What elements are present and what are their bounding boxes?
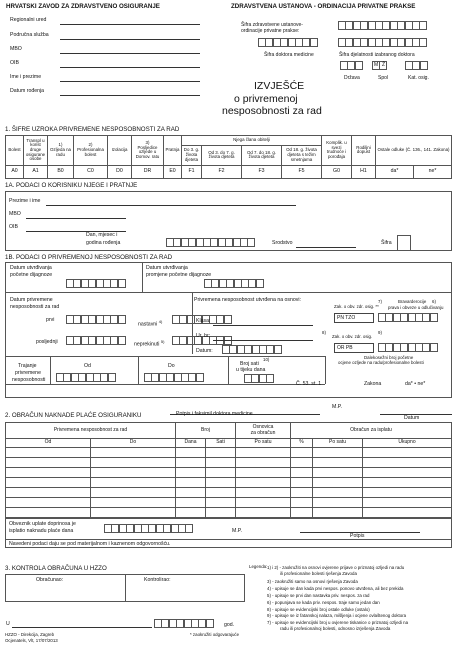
prezime-input[interactable]: [46, 205, 296, 206]
sup-9: 9): [378, 330, 382, 335]
form-title-line3: nesposobnosti za rad: [222, 105, 322, 117]
col-broj: Broj: [176, 423, 236, 439]
privremena-osnov-label: Privremena nesposobnost utvrđena na osnovi:: [194, 297, 301, 303]
digit-box[interactable]: [430, 313, 438, 322]
legend-item: radu ili profesionalnoj bolesti, odnosno izrješenja Zavoda: [280, 626, 391, 631]
h-ukupno: Ukupno: [363, 439, 452, 448]
left-field-input-0[interactable]: [60, 24, 200, 25]
od-boxes[interactable]: [56, 373, 115, 382]
code-10[interactable]: F5: [282, 165, 322, 178]
prezime-label: Prezime i ime: [9, 198, 41, 204]
table-cell[interactable]: [313, 498, 363, 508]
digit-box[interactable]: [430, 343, 438, 352]
posljednji-label: posljednji: [36, 339, 58, 345]
table-row: [6, 478, 452, 488]
code-0[interactable]: A0: [6, 165, 24, 178]
datum-utvrd-label: Datum utvrđivanja: [10, 265, 52, 271]
col-ostale: Ostale odluke (Č. 136., 141. Zakona): [376, 136, 452, 166]
table-cell[interactable]: [176, 468, 206, 478]
1b-divider1: [5, 292, 452, 293]
sup-8: 8): [322, 330, 326, 335]
h-dana: Dana: [176, 439, 206, 448]
or-pb-boxes[interactable]: [378, 343, 437, 352]
code-14[interactable]: ne*: [414, 165, 452, 178]
table-cell[interactable]: [6, 488, 91, 498]
datum-1-label: Datum: [404, 415, 420, 421]
col-za-obracun: za obračun: [250, 429, 276, 436]
datum-priv-label: Datum privremene: [10, 297, 53, 303]
datum-prom-label: Datum utvrđivanja: [146, 265, 188, 271]
table-row: [6, 498, 452, 508]
table-row: [6, 448, 452, 458]
datum-utvrd-boxes[interactable]: [66, 279, 125, 288]
sifra-djelatnosti-label: Šifra djelatnosti izabranog doktora: [339, 52, 415, 58]
table-row: [6, 468, 452, 478]
table-cell[interactable]: [91, 458, 176, 468]
h-od: Od: [6, 439, 91, 448]
footer-line1: HZZO - Direkcija, Zagreb: [5, 632, 55, 637]
form-title-line2: o privremenoj: [234, 93, 298, 105]
left-field-input-4[interactable]: [60, 81, 200, 82]
obveznik-label: Obveznik uplate doprinosa je: [9, 521, 76, 527]
col-profesionalna: Profesionalna bolest: [77, 146, 104, 157]
h-sati: Sati: [206, 439, 236, 448]
god-boxes[interactable]: [154, 619, 213, 628]
table-cell[interactable]: [291, 448, 313, 458]
h-po-satu: Po satu: [236, 439, 291, 448]
code-7[interactable]: F1: [182, 165, 202, 178]
mbo-1a-label: MBO: [9, 211, 21, 217]
isplatio-label: isplatio naknadu plaće dana: [9, 528, 74, 534]
sifra-djelatnosti-boxes[interactable]: [338, 38, 427, 47]
1b-vdivider5: [228, 356, 229, 384]
digit-box[interactable]: [247, 238, 255, 247]
col-izolacija: Izolacija: [108, 136, 132, 166]
table-cell[interactable]: [291, 498, 313, 508]
col-osnovica: Osnovica: [252, 424, 274, 431]
drzava-boxes[interactable]: [340, 61, 362, 70]
table-row: [6, 458, 452, 468]
1b-vdivider1: [142, 262, 143, 292]
legend-item: 5) - upisuje se prvi dan nastavka priv. nespos. za rad: [267, 593, 370, 598]
col-posljedice: Posljedice ozljede u Domov. ratu: [135, 144, 160, 159]
navedeni-label: Navedeni podaci daju se pod materijalnom i kaznenom odgovornošću.: [9, 541, 171, 547]
table-cell[interactable]: [291, 468, 313, 478]
u-input[interactable]: [12, 627, 152, 628]
table-cell[interactable]: [91, 498, 176, 508]
digit-box[interactable]: [266, 374, 274, 383]
table-cell[interactable]: [6, 458, 91, 468]
broj-sati-label: Broj sati: [240, 361, 259, 367]
footer-line2: Ocjenatels, Vlt, 17/07/2013: [5, 638, 58, 643]
code-6[interactable]: E0: [164, 165, 182, 178]
spol-m[interactable]: M: [374, 62, 379, 68]
pn-tzo: PN TZO: [337, 315, 356, 321]
table-cell[interactable]: [313, 478, 363, 488]
table-cell[interactable]: [236, 478, 291, 488]
dob-1a-boxes[interactable]: [166, 238, 255, 247]
oib-1a-label: OIB: [9, 224, 18, 230]
code-2[interactable]: B0: [48, 165, 74, 178]
digit-box[interactable]: [118, 336, 126, 345]
col-njega: Njega člana obitelji: [182, 136, 322, 146]
col-bolest: Bolest: [6, 136, 24, 166]
1b-vdivider4: [138, 356, 139, 384]
datum-prom-boxes[interactable]: [204, 279, 263, 288]
digit-box[interactable]: [419, 21, 427, 30]
digit-box[interactable]: [118, 279, 126, 288]
table-cell[interactable]: [91, 468, 176, 478]
neprekinuti-label: [134, 340, 164, 348]
code-1[interactable]: A1: [24, 165, 48, 178]
legend-item: 7) - upisuje se evidencijski broj u ovjerene tiskanice o priznatoj ozljedi na: [267, 620, 409, 625]
code-9[interactable]: F3: [242, 165, 282, 178]
table-cell[interactable]: [206, 478, 236, 488]
table-cell[interactable]: [291, 478, 313, 488]
code-8[interactable]: F2: [202, 165, 242, 178]
table-cell[interactable]: [206, 508, 236, 518]
table-cell[interactable]: [176, 478, 206, 488]
table-cell[interactable]: [363, 488, 452, 498]
mp-1-label: M.P.: [332, 404, 342, 410]
left-field-input-1[interactable]: [60, 39, 200, 40]
klasa-label: Klasa:: [196, 318, 211, 324]
prava-label: prava i obveze u odlučivanju: [388, 305, 444, 310]
digit-box[interactable]: [397, 235, 411, 251]
table-cell[interactable]: [91, 488, 176, 498]
sup-1: 1): [58, 142, 63, 148]
table-cell[interactable]: [206, 468, 236, 478]
prvi-boxes[interactable]: [66, 315, 125, 324]
code-5[interactable]: DR: [132, 165, 164, 178]
1b-divider2: [5, 356, 325, 357]
section1-heading: 1. ŠIFRE UZROKA PRIVREMENE NESPOSOBNOSTI ZA RAD: [5, 126, 180, 133]
table-cell[interactable]: [363, 448, 452, 458]
left-field-label-3: OIB: [10, 60, 19, 66]
navedeni-divider: [5, 539, 452, 540]
col-do3: Do 3. g. života djeteta: [182, 146, 202, 165]
sup-6: 6): [432, 299, 436, 304]
table-cell[interactable]: [176, 488, 206, 498]
u-label: U: [6, 621, 10, 627]
kontrolirao-label: Kontrolirao:: [144, 577, 171, 583]
bravari-label: Bravarderocije: [398, 299, 427, 304]
section3-heading: 3. KONTROLA OBRAČUNA U HZZO: [5, 565, 107, 572]
table-cell[interactable]: [206, 488, 236, 498]
zak-ocj-label: Zak. o obv. zdr. osig. **: [334, 304, 379, 309]
table-cell[interactable]: [236, 468, 291, 478]
code-3[interactable]: C0: [74, 165, 108, 178]
table-cell[interactable]: [176, 498, 206, 508]
legend-item: 8) - upisuje se evidencijski broj ostale odluke (ostalo): [267, 607, 370, 612]
code-4[interactable]: D0: [108, 165, 132, 178]
digit-box[interactable]: [206, 619, 214, 628]
potpis-2-label: Potpis: [350, 533, 365, 539]
table-cell[interactable]: [291, 508, 313, 518]
sup-7: 7): [378, 299, 382, 304]
kat-osig-boxes[interactable]: [405, 61, 427, 70]
legend-item: 1) i 2) - zaokružiti na osnovi ovjerene prijave o priznatoj ozljedi na radu: [267, 565, 405, 570]
table-cell[interactable]: [6, 478, 91, 488]
left-field-input-2[interactable]: [60, 53, 200, 54]
col-komplik: Komplik. u svezi trudnoće i porođaja: [322, 136, 352, 166]
isplatio-boxes[interactable]: [104, 524, 193, 533]
do-boxes[interactable]: [144, 373, 203, 382]
legend-footnote: * zaokružiti odgovarajuće: [190, 632, 240, 637]
table-cell[interactable]: [176, 508, 206, 518]
table-cell[interactable]: [91, 448, 176, 458]
sup-5: 5): [160, 339, 165, 344]
dan-label: Dan, mjesec i: [86, 232, 118, 238]
table-cell[interactable]: [236, 508, 291, 518]
table-cell[interactable]: [6, 448, 91, 458]
table-cell[interactable]: [176, 458, 206, 468]
potpis-1-label: Potpis i faksimil doktora medicine: [176, 411, 253, 417]
table-cell[interactable]: [6, 468, 91, 478]
privremene-label: privremene: [15, 370, 41, 376]
zakona-label: Zakona: [364, 381, 382, 387]
srodstvo-label: Srodstvo: [272, 240, 293, 246]
h-do: Do: [91, 439, 176, 448]
col-obracun: Obračun za isplatu: [291, 423, 452, 439]
c53-label: Č. 53. st. 1: [296, 381, 322, 387]
datum-1b-boxes[interactable]: [222, 345, 281, 354]
left-field-label-0: Regionalni ured: [10, 17, 47, 23]
od-label: Od: [84, 363, 91, 369]
ur-br-label: Ur. br:: [196, 333, 211, 339]
mp-2-label: M.P.: [232, 528, 242, 534]
dalekosezni-label: Dalekosežni broj početne: [364, 355, 414, 360]
table-cell[interactable]: [91, 478, 176, 488]
code-12[interactable]: H1: [352, 165, 376, 178]
zak-ocj2-label: Zak. o obv. zdr. osig.: [332, 334, 373, 339]
col-od18: Od 18. g. života djeteta s težim smetnjama: [282, 146, 322, 165]
section2-heading: 2. OBRAČUN NAKNADE PLAĆE OSIGURANIKU: [5, 412, 142, 419]
table-cell[interactable]: [291, 488, 313, 498]
sifra-ustanove-label: Šifra zdravstvene ustanove- ordinacije privatne prakse:: [241, 22, 303, 35]
col-rodiljni: Rodiljni dopust: [352, 136, 376, 166]
1b-vdivider6: [325, 356, 326, 384]
ustanova-title: ZDRAVSTVENA USTANOVA - ORDINACIJA PRIVATNE PRAKSE: [231, 3, 416, 10]
digit-box[interactable]: [196, 373, 204, 382]
sifra-doktora-label: Šifra doktora medicine: [264, 52, 314, 58]
or-pb: OR PB: [337, 345, 353, 351]
sifra-1a-label: Šifra: [381, 240, 392, 246]
col-priv: Privremena nesposobnost za rad: [6, 423, 176, 439]
promjene-label: promjene početne dijagnoze: [146, 272, 212, 278]
nesposobnosti-label: nesposobnosti za rad: [10, 304, 60, 310]
neprekinuti-text: neprekinuti: [134, 341, 160, 348]
legend-item: 4) - upisuje se dan kada prvi nespos. ponovo utvrđena, ali bez prekida: [267, 586, 404, 591]
obracun-table: [5, 422, 452, 518]
table-cell[interactable]: [206, 458, 236, 468]
1b-vdivider3: [50, 356, 51, 384]
srodstvo-input[interactable]: [296, 247, 356, 248]
da-ne-choice[interactable]: da* • ne*: [405, 381, 426, 387]
h-po-satu2: Po satu: [313, 439, 363, 448]
hzzo-title: HRVATSKI ZAVOD ZA ZDRAVSTVENO OSIGURANJE: [6, 3, 160, 10]
sifra-1a-boxes[interactable]: [397, 235, 410, 251]
col-ozljeda: Ozljeda na radu: [50, 146, 71, 157]
table-cell[interactable]: [313, 458, 363, 468]
table-cell[interactable]: [236, 448, 291, 458]
sifra-ustanove-boxes[interactable]: [338, 21, 427, 30]
code-13[interactable]: da*: [376, 165, 414, 178]
ocjene-label: ocjene ozljede na radu/profesionalne bolesti: [338, 360, 424, 365]
col-3do7: Od 3. do 7. g. života djeteta: [202, 146, 242, 165]
section3-divider: [125, 574, 126, 602]
table-cell[interactable]: [313, 468, 363, 478]
table-cell[interactable]: [363, 478, 452, 488]
table-cell[interactable]: [236, 458, 291, 468]
mbo-1a-input[interactable]: [26, 218, 126, 219]
digit-box[interactable]: [224, 315, 232, 324]
cause-codes-table: [5, 135, 452, 179]
table-cell[interactable]: [6, 508, 91, 518]
table-cell[interactable]: [291, 458, 313, 468]
u-tijeku-label: u tijeku dana: [236, 367, 266, 373]
digit-box[interactable]: [118, 315, 126, 324]
table-cell[interactable]: [236, 498, 291, 508]
legend-title: Legenda:: [249, 564, 268, 569]
ur-br-input[interactable]: [213, 340, 313, 341]
nastavni-label: [138, 320, 162, 328]
nesposobnosti2-label: nesposobnosti: [12, 377, 46, 383]
sifra-doktora-boxes[interactable]: [258, 38, 317, 47]
sup-2: 2): [88, 142, 93, 148]
table-cell[interactable]: [206, 448, 236, 458]
col-pratnja: Pratnja: [164, 136, 182, 166]
code-11[interactable]: G0: [322, 165, 352, 178]
table-cell[interactable]: [6, 498, 91, 508]
table-cell[interactable]: [363, 458, 452, 468]
1b-vdivider2: [192, 292, 193, 354]
trajanje-label: Trajanje: [18, 363, 37, 369]
do-label: Do: [168, 363, 175, 369]
digit-box[interactable]: [185, 524, 193, 533]
table-cell[interactable]: [91, 508, 176, 518]
table-cell[interactable]: [176, 448, 206, 458]
legend-item: 3) - zaokružiti samo na osnovi rješenja Zavoda: [267, 579, 358, 584]
digit-box[interactable]: [274, 345, 282, 354]
table-row: [6, 508, 452, 518]
left-field-input-5[interactable]: [60, 95, 200, 96]
sup-4: 4): [158, 319, 163, 324]
table-cell[interactable]: [363, 468, 452, 478]
table-cell[interactable]: [313, 448, 363, 458]
digit-box[interactable]: [256, 279, 264, 288]
digit-box[interactable]: [108, 373, 116, 382]
kat-osig-label: Kat. osig.: [408, 75, 429, 81]
datum-1b-label: Datum:: [196, 348, 213, 354]
form-title-line1: IZVJEŠĆE: [254, 80, 305, 92]
sup-3: 3): [145, 140, 150, 145]
table-cell[interactable]: [206, 498, 236, 508]
table-cell[interactable]: [313, 508, 363, 518]
posljednji-boxes[interactable]: [66, 336, 125, 345]
legend-item: ili profesionalne bolesti rješenja Zavoda: [280, 571, 357, 576]
left-field-label-1: Područna služba: [10, 32, 49, 38]
god-label: god.: [224, 622, 235, 628]
section1b-heading: 1B. PODACI O PRIVREMENOJ NESPOSOBNOSTI ZA RAD: [5, 254, 173, 261]
godina-label: godina rođenja: [86, 240, 121, 246]
left-field-label-5: Datum rođenja: [10, 88, 45, 94]
digit-box[interactable]: [419, 38, 427, 47]
broj-sati-boxes[interactable]: [244, 374, 274, 383]
nastavni-text: nastavni: [138, 321, 158, 328]
left-field-label-4: Ime i prezime: [10, 74, 42, 80]
sup-10: 10): [263, 357, 270, 362]
legend-item: 9) - upisuje se iz fatanskoj nalaza, mišljenja i ocjene ovlaštenog doktora: [267, 613, 407, 618]
spol-label: Spol: [378, 75, 389, 81]
spol-z[interactable]: Ž: [382, 62, 386, 68]
drzava-label: Država: [344, 75, 360, 81]
h-posto: %: [291, 439, 313, 448]
prvi-label: prvi: [46, 317, 55, 323]
col-transplant: Transpl u korist drugе osigurane osobe: [24, 136, 48, 166]
left-field-label-2: MBO: [10, 46, 22, 52]
table-row: [6, 488, 452, 498]
table-cell[interactable]: [236, 488, 291, 498]
digit-box[interactable]: [310, 38, 318, 47]
left-field-input-3[interactable]: [60, 67, 200, 68]
pocetne-label: početne dijagnoze: [10, 272, 53, 278]
digit-box[interactable]: [355, 61, 363, 70]
klasa-input[interactable]: [213, 325, 313, 326]
table-cell[interactable]: [363, 508, 452, 518]
digit-box[interactable]: [420, 61, 428, 70]
col-7do18: Od 7. do 18. g. života djeteta: [242, 146, 282, 165]
obracunao-label: Obračunao:: [36, 577, 64, 583]
table-cell[interactable]: [363, 498, 452, 508]
legend-item: 6) - popunjava se kada priv. nespos. traje samo jedan dan: [267, 600, 380, 605]
table-cell[interactable]: [313, 488, 363, 498]
section1a-heading: 1A. PODACI O KORISNIKU NJEGE I PRATNJE: [5, 182, 138, 189]
pn-tzo-boxes[interactable]: [378, 313, 437, 322]
